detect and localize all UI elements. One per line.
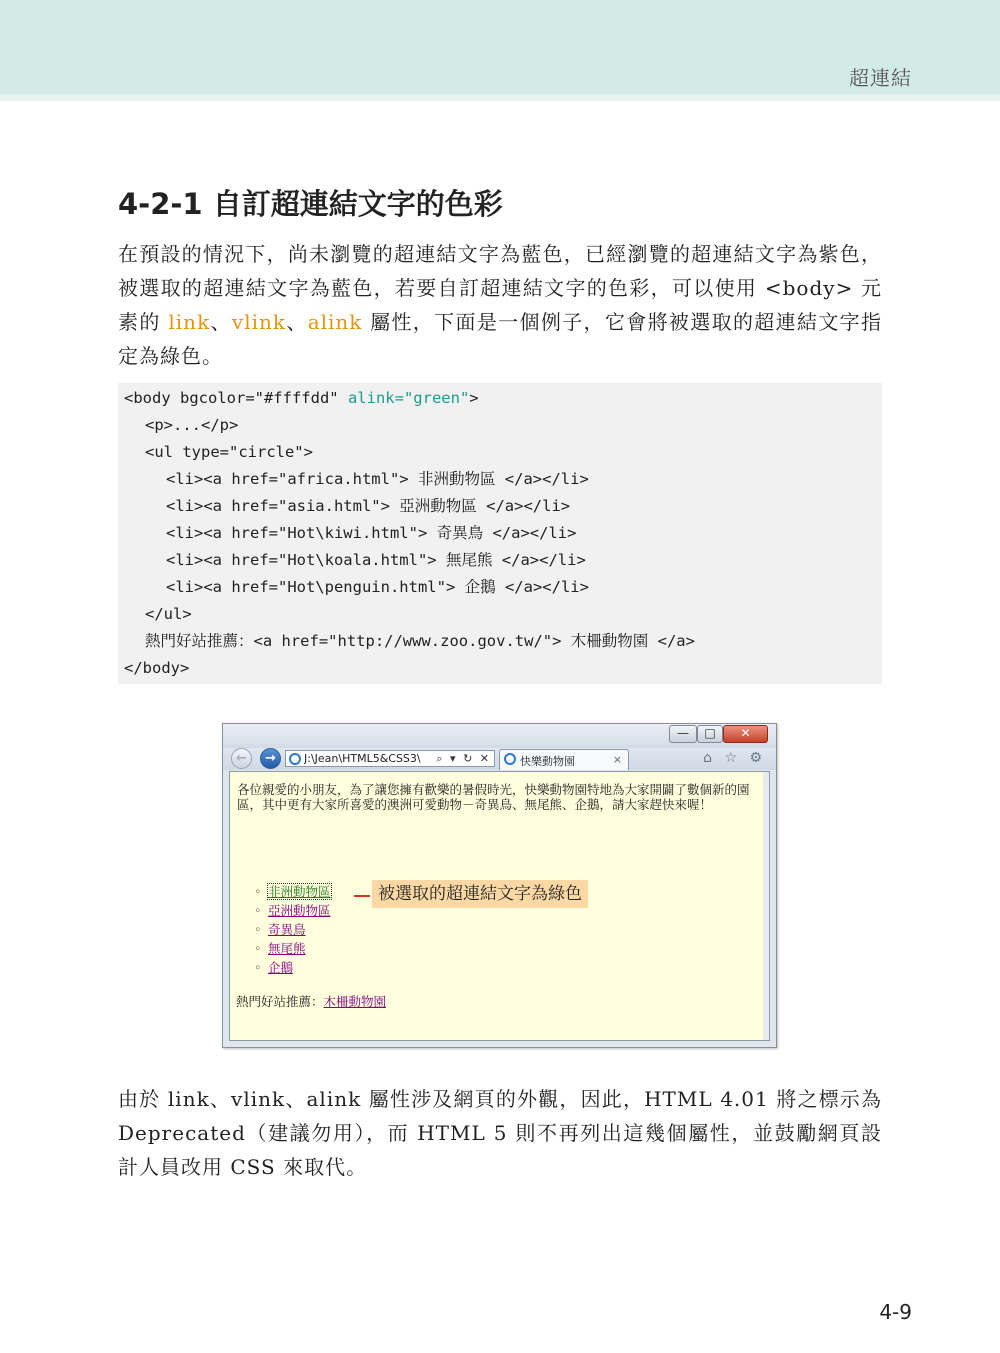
code-line-5: <li><a href="asia.html"> 亞洲動物區 </a></li>	[166, 497, 571, 515]
recommend-line	[236, 992, 386, 1010]
link-africa[interactable]: 非洲動物區	[268, 884, 331, 899]
code-body-open: <body bgcolor="#ffffdd"	[124, 389, 348, 407]
callout-connector	[354, 895, 370, 897]
link-koala[interactable]: 無尾熊	[268, 941, 306, 956]
attr-alink: alink	[307, 310, 363, 334]
attr-vlink: vlink	[231, 310, 286, 334]
close-button[interactable]: ✕	[723, 725, 768, 743]
tab-title: 快樂動物園	[520, 755, 575, 768]
link-kiwi[interactable]: 奇異鳥	[268, 922, 306, 937]
page-number: 4-9	[879, 1300, 912, 1324]
address-bar-icons[interactable]: ⌕ ▾ ↻ ✕	[436, 752, 491, 765]
intro-sep-1: 、	[210, 310, 232, 334]
tab-close-icon[interactable]: ×	[612, 753, 622, 766]
code-body-close-bracket: >	[469, 389, 479, 407]
intro-text-before: 在預設的情況下，尚未瀏覽的超連結文字為藍色，已經瀏覽的超連結文字為紫色，被選取的超連結文字為藍色，若要自訂超連結文字的色彩，可以使用 <body> 元素的	[118, 242, 882, 334]
forward-button[interactable]: →	[260, 748, 281, 769]
browser-navbar	[223, 748, 776, 770]
list-item	[254, 882, 331, 901]
section-title: 4-2-1 自訂超連結文字的色彩	[118, 187, 503, 221]
address-text: J:\Jean\HTML5&CSS3\	[304, 752, 421, 765]
link-zoo[interactable]: 木柵動物園	[323, 994, 387, 1009]
tab-ie-icon	[504, 753, 516, 765]
link-asia[interactable]: 亞洲動物區	[268, 903, 331, 918]
code-line-11: </body>	[124, 659, 190, 677]
code-line-7: <li><a href="Hot\koala.html"> 無尾熊 </a></li>	[166, 551, 586, 569]
code-line-2: <p>...</p>	[145, 416, 239, 434]
list-item	[254, 920, 331, 939]
code-line-8: <li><a href="Hot\penguin.html"> 企鵝 </a></li>	[166, 578, 589, 596]
address-bar[interactable]	[285, 750, 495, 767]
intro-text-after: 屬性，下面是一個例子，它會將被選取的超連結文字指定為綠色。	[118, 310, 883, 368]
browser-screenshot	[222, 723, 777, 1048]
code-line-4: <li><a href="africa.html"> 非洲動物區 </a></li>	[166, 470, 589, 488]
back-button[interactable]: ←	[231, 748, 252, 769]
list-item	[254, 958, 331, 977]
chapter-title: 超連結	[849, 66, 912, 90]
browser-tab[interactable]	[499, 749, 629, 770]
code-line-10: 熱門好站推薦：<a href="http://www.zoo.gov.tw/"> 木柵動物園 </a>	[145, 632, 695, 650]
page-welcome-text: 各位親愛的小朋友，為了讓您擁有歡樂的暑假時光，快樂動物園特地為大家開闢了數個新的園區，其中更有大家所喜愛的澳洲可愛動物－奇異鳥、無尾熊、企鵝，請大家趕快來喔！	[237, 782, 750, 812]
intro-sep-2: 、	[285, 310, 308, 334]
code-alink-attr: alink="green"	[347, 389, 470, 407]
link-penguin[interactable]: 企鵝	[268, 960, 294, 975]
code-line-3: <ul type="circle">	[145, 443, 313, 461]
link-list	[254, 882, 331, 977]
list-item	[254, 939, 331, 958]
maximize-button[interactable]: □	[697, 725, 723, 743]
list-item	[254, 901, 331, 920]
browser-titlebar	[223, 724, 776, 748]
code-line-1	[124, 385, 479, 412]
code-block	[118, 383, 882, 684]
ie-page-icon	[289, 753, 301, 765]
attr-link: link	[168, 310, 211, 334]
intro-paragraph	[118, 237, 882, 373]
conclusion-paragraph: 由於 link、vlink、alink 屬性涉及網頁的外觀，因此，HTML 4.01 將之標示為 Deprecated（建議勿用），而 HTML 5 則不再列出這幾個屬性，並鼓勵網頁設計人員改用 CSS 來取代。	[118, 1087, 882, 1179]
code-line-9: </ul>	[145, 605, 192, 623]
minimize-button[interactable]: —	[669, 725, 697, 743]
header-divider	[0, 94, 1000, 101]
recommend-label: 熱門好站推薦：	[236, 994, 324, 1009]
code-line-6: <li><a href="Hot\kiwi.html"> 奇異鳥 </a></li>	[166, 524, 577, 542]
toolbar-icons[interactable]: ⌂ ☆ ⚙	[703, 750, 766, 766]
browser-viewport	[229, 771, 770, 1041]
viewport-scrollbar[interactable]	[763, 772, 769, 1040]
callout-label: 被選取的超連結文字為綠色	[372, 880, 588, 908]
